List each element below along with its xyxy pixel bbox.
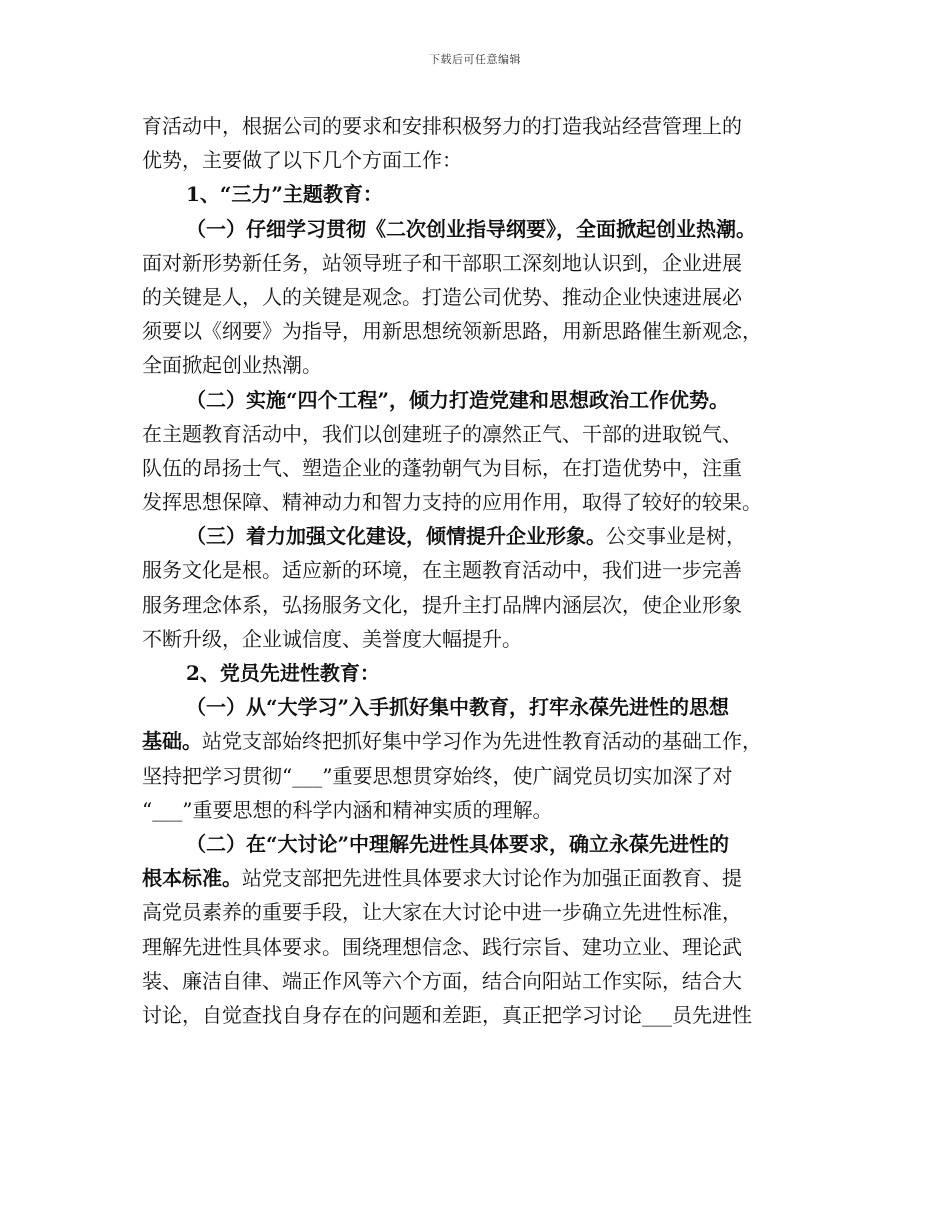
body-text: 坚持把学习贯彻“___”重要思想贯穿始终，使广阔党员切实加深了对 <box>142 763 733 788</box>
bold-heading: 根本标准。 <box>142 866 242 891</box>
body-text: 不断升级，企业诚信度、美誉度大幅提升。 <box>142 626 522 651</box>
body-text: 在主题教育活动中，我们以创建班子的凛然正气、干部的进取锐气、 <box>142 421 742 446</box>
body-text: 理解先进性具体要求。围绕理想信念、践行宗旨、建功立业、理论武 <box>142 934 742 959</box>
text-line <box>142 622 812 656</box>
text-line <box>142 553 812 587</box>
text-line <box>142 246 812 280</box>
body-text: 须要以《纲要》为指导，用新思想统领新思路，用新思路催生新观念， <box>142 319 762 344</box>
bold-heading: （一）从“大学习”入手抓好集中教育，打牢永葆先进性的思想 <box>186 695 730 720</box>
body-text: 服务文化是根。适应新的环境，在主题教育活动中，我们进一步完善 <box>142 558 742 583</box>
text-line <box>142 451 812 485</box>
text-line <box>142 930 812 964</box>
bold-heading: 2、党员先进性教育： <box>186 661 380 685</box>
bold-heading: （二）在“大讨论”中理解先进性具体要求，确立永葆先进性的 <box>186 831 730 856</box>
text-line <box>142 759 812 793</box>
body-text: 育活动中，根据公司的要求和安排积极努力的打造我站经营管理上的 <box>142 114 742 138</box>
text-line <box>142 690 812 724</box>
text-line <box>142 314 812 348</box>
text-line <box>142 861 812 895</box>
bold-heading: 基础。 <box>142 729 202 754</box>
text-line <box>142 280 812 314</box>
body-text: 高党员素养的重要手段，让大家在大讨论中进一步确立先进性标准， <box>142 900 742 925</box>
text-line <box>142 212 812 246</box>
bold-heading: （二）实施“四个工程”，倾力打造党建和思想政治工作优势。 <box>186 387 730 412</box>
text-line <box>142 348 812 382</box>
text-line <box>142 964 812 998</box>
body-text: 队伍的昂扬士气、塑造企业的蓬勃朝气为目标，在打造优势中，注重 <box>142 455 742 480</box>
body-text: 装、廉洁自律、端正作风等六个方面，结合向阳站工作实际，结合大 <box>142 968 742 993</box>
text-line <box>142 143 812 177</box>
text-line <box>142 417 812 451</box>
body-text: 站党支部始终把抓好集中学习作为先进性教育活动的基础工作， <box>202 729 762 754</box>
body-text: 发挥思想保障、精神动力和智力支持的应用作用，取得了较好的较果。 <box>142 490 762 515</box>
body-text: 服务理念体系，弘扬服务文化，提升主打品牌内涵层次，使企业形象 <box>142 592 742 617</box>
body-text: 全面掀起创业热潮。 <box>142 353 322 378</box>
text-line <box>142 109 812 143</box>
text-line <box>142 519 812 553</box>
text-line <box>142 177 812 211</box>
page-header: 下载后可任意编辑 <box>429 53 521 66</box>
bold-heading: （一）仔细学习贯彻《二次创业指导纲要》，全面掀起创业热潮。 <box>186 216 756 241</box>
body-text: 站党支部把先进性具体要求大讨论作为加强正面教育、提 <box>242 866 742 891</box>
text-line <box>142 793 812 827</box>
text-line <box>142 656 812 690</box>
text-line <box>142 895 812 929</box>
body-text: 公交事业是树， <box>606 524 746 549</box>
text-line <box>142 383 812 417</box>
bold-heading: 1、“三力”主题教育： <box>186 182 383 207</box>
body-text: 面对新形势新任务，站领导班子和干部职工深刻地认识到，企业进展 <box>142 250 742 275</box>
bold-heading: （三）着力加强文化建设，倾情提升企业形象。 <box>186 524 606 549</box>
body-text: 讨论，自觉查找自身存在的问题和差距，真正把学习讨论___员先进性 <box>142 1002 752 1027</box>
text-line <box>142 588 812 622</box>
text-line <box>142 998 812 1032</box>
body-text: 的关键是人，人的关键是观念。打造公司优势、推动企业快速进展必 <box>142 284 742 309</box>
text-line <box>142 827 812 861</box>
body-text: 优势，主要做了以下几个方面工作： <box>142 148 462 173</box>
text-line <box>142 485 812 519</box>
document-body <box>142 109 812 1032</box>
body-text: “___”重要思想的科学内涵和精神实质的理解。 <box>142 797 553 822</box>
text-line <box>142 724 812 758</box>
